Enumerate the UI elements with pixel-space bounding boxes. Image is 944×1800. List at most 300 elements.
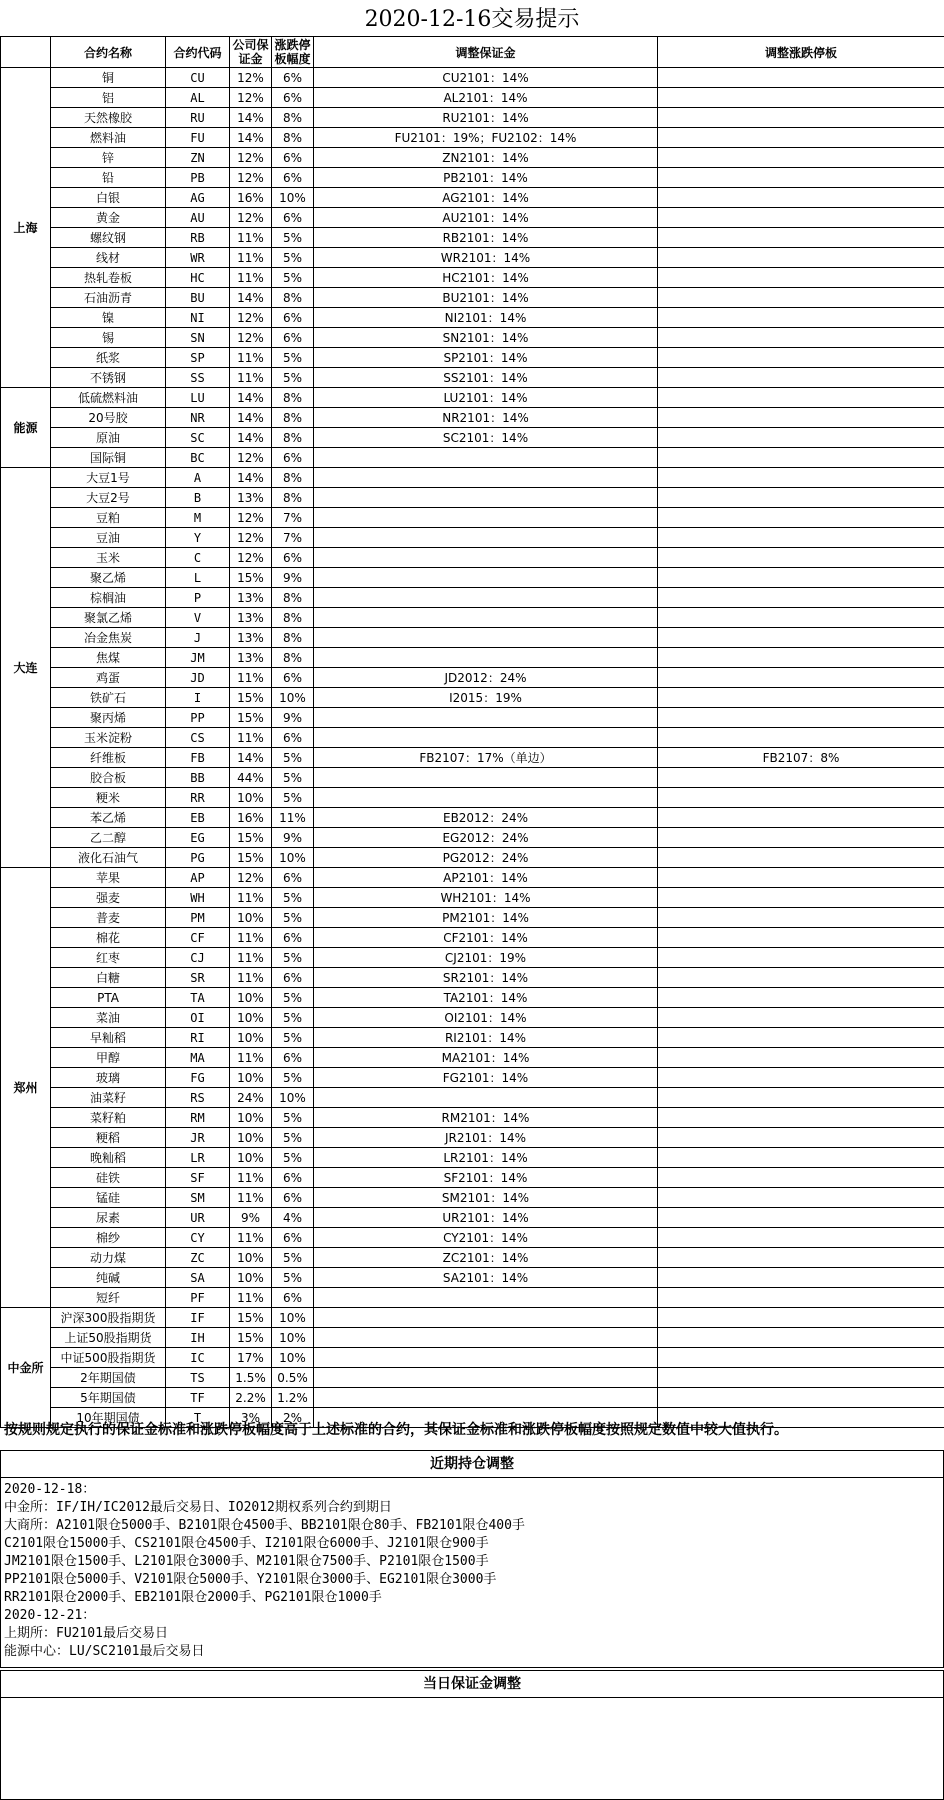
adjusted-limit-cell xyxy=(658,408,944,428)
company-margin-cell: 15% xyxy=(230,1328,272,1348)
adjusted-margin-cell: EB2012：24% xyxy=(314,808,658,828)
adjusted-limit-cell xyxy=(658,1108,944,1128)
adjusted-margin-cell: SF2101：14% xyxy=(314,1168,658,1188)
table-row xyxy=(1,368,944,388)
adjusted-limit-cell xyxy=(658,1028,944,1048)
table-row xyxy=(1,1108,944,1128)
adjusted-margin-cell: I2015：19% xyxy=(314,688,658,708)
table-row xyxy=(1,1248,944,1268)
limit-range-cell: 5% xyxy=(272,748,314,768)
table-row xyxy=(1,1128,944,1148)
exchange-label: 中金所 xyxy=(1,1308,51,1428)
adjusted-limit-cell xyxy=(658,528,944,548)
contract-name-cell: 锡 xyxy=(51,328,166,348)
adjusted-limit-cell xyxy=(658,248,944,268)
contract-name-cell: 沪深300股指期货 xyxy=(51,1308,166,1328)
contract-name-cell: 纯碱 xyxy=(51,1268,166,1288)
table-header-row xyxy=(1,37,944,68)
adjusted-limit-cell xyxy=(658,928,944,948)
limit-range-cell: 6% xyxy=(272,148,314,168)
contract-name-cell: 晚籼稻 xyxy=(51,1148,166,1168)
limit-range-cell: 5% xyxy=(272,248,314,268)
adjusted-margin-cell: CF2101：14% xyxy=(314,928,658,948)
table-row xyxy=(1,1328,944,1348)
contract-code-cell: AG xyxy=(166,188,230,208)
table-row xyxy=(1,268,944,288)
adjusted-margin-cell xyxy=(314,448,658,468)
company-margin-cell: 12% xyxy=(230,448,272,468)
company-margin-cell: 11% xyxy=(230,1168,272,1188)
limit-range-cell: 6% xyxy=(272,968,314,988)
contract-name-cell: 上证50股指期货 xyxy=(51,1328,166,1348)
contract-name-cell: 玉米 xyxy=(51,548,166,568)
contract-code-cell: NR xyxy=(166,408,230,428)
contract-name-cell: 聚乙烯 xyxy=(51,568,166,588)
adjusted-margin-cell: CJ2101：19% xyxy=(314,948,658,968)
contract-code-cell: RU xyxy=(166,108,230,128)
limit-range-cell: 5% xyxy=(272,1128,314,1148)
table-row xyxy=(1,648,944,668)
table-row xyxy=(1,1008,944,1028)
contract-name-cell: 液化石油气 xyxy=(51,848,166,868)
contract-name-cell: 20号胶 xyxy=(51,408,166,428)
limit-range-cell: 5% xyxy=(272,1028,314,1048)
adjusted-margin-cell: LU2101：14% xyxy=(314,388,658,408)
table-row xyxy=(1,348,944,368)
contract-name-cell: 动力煤 xyxy=(51,1248,166,1268)
table-row xyxy=(1,248,944,268)
contract-code-cell: PM xyxy=(166,908,230,928)
limit-range-cell: 0.5% xyxy=(272,1368,314,1388)
limit-range-cell: 6% xyxy=(272,868,314,888)
contract-name-cell: 苯乙烯 xyxy=(51,808,166,828)
rule-note: 按规则规定执行的保证金标准和涨跌停板幅度高于上述标准的合约，其保证金标准和涨跌停板幅度按照规定数值中较大值执行。 xyxy=(4,1422,788,1438)
contract-code-cell: LU xyxy=(166,388,230,408)
company-margin-cell: 11% xyxy=(230,248,272,268)
adjusted-limit-cell xyxy=(658,148,944,168)
limit-range-cell: 9% xyxy=(272,828,314,848)
adjusted-margin-cell: TA2101：14% xyxy=(314,988,658,1008)
table-row xyxy=(1,1268,944,1288)
adjusted-margin-cell: ZN2101：14% xyxy=(314,148,658,168)
company-margin-cell: 15% xyxy=(230,1308,272,1328)
table-row xyxy=(1,1288,944,1308)
limit-range-cell: 5% xyxy=(272,948,314,968)
contract-name-cell: PTA xyxy=(51,988,166,1008)
adjusted-limit-cell xyxy=(658,1348,944,1368)
adjusted-margin-cell: RU2101：14% xyxy=(314,108,658,128)
adjusted-margin-cell: WH2101：14% xyxy=(314,888,658,908)
adjusted-margin-cell xyxy=(314,1088,658,1108)
contract-code-cell: UR xyxy=(166,1208,230,1228)
limit-range-cell: 8% xyxy=(272,648,314,668)
table-row xyxy=(1,108,944,128)
company-margin-cell: 14% xyxy=(230,468,272,488)
company-margin-cell: 14% xyxy=(230,428,272,448)
contract-code-cell: SA xyxy=(166,1268,230,1288)
table-row xyxy=(1,168,944,188)
company-margin-cell: 12% xyxy=(230,548,272,568)
limit-range-cell: 6% xyxy=(272,168,314,188)
limit-range-cell: 4% xyxy=(272,1208,314,1228)
adjusted-limit-cell xyxy=(658,768,944,788)
adjusted-margin-cell: AL2101：14% xyxy=(314,88,658,108)
limit-range-cell: 8% xyxy=(272,108,314,128)
adjusted-limit-cell xyxy=(658,268,944,288)
limit-range-cell: 7% xyxy=(272,508,314,528)
contract-name-cell: 纤维板 xyxy=(51,748,166,768)
position-adjust-line: PP2101限仓5000手、V2101限仓5000手、Y2101限仓3000手、EG2101限仓3000手 xyxy=(4,1572,497,1587)
company-margin-cell: 12% xyxy=(230,328,272,348)
contract-name-cell: 大豆2号 xyxy=(51,488,166,508)
table-row xyxy=(1,768,944,788)
table-row xyxy=(1,388,944,408)
adjusted-limit-cell xyxy=(658,1148,944,1168)
table-row xyxy=(1,408,944,428)
position-adjust-line: C2101限仓15000手、CS2101限仓4500手、I2101限仓6000手、J2101限仓900手 xyxy=(4,1536,489,1551)
exchange-label: 大连 xyxy=(1,468,51,868)
contract-code-cell: PG xyxy=(166,848,230,868)
contract-code-cell: AP xyxy=(166,868,230,888)
contract-code-cell: A xyxy=(166,468,230,488)
contract-code-cell: SS xyxy=(166,368,230,388)
company-margin-cell: 11% xyxy=(230,888,272,908)
limit-range-cell: 6% xyxy=(272,1288,314,1308)
contract-code-cell: AU xyxy=(166,208,230,228)
contract-name-cell: 鸡蛋 xyxy=(51,668,166,688)
table-row xyxy=(1,968,944,988)
table-row xyxy=(1,88,944,108)
adjusted-margin-cell: SN2101：14% xyxy=(314,328,658,348)
header-company-margin: 公司保证金 xyxy=(230,37,272,68)
table-row xyxy=(1,308,944,328)
contract-code-cell: BB xyxy=(166,768,230,788)
adjusted-limit-cell xyxy=(658,1248,944,1268)
adjusted-limit-cell xyxy=(658,808,944,828)
limit-range-cell: 6% xyxy=(272,308,314,328)
company-margin-cell: 10% xyxy=(230,1068,272,1088)
adjusted-margin-cell xyxy=(314,588,658,608)
position-adjust-line: 2020-12-21： xyxy=(4,1608,96,1623)
limit-range-cell: 7% xyxy=(272,528,314,548)
adjusted-limit-cell xyxy=(658,128,944,148)
adjusted-limit-cell xyxy=(658,288,944,308)
adjusted-limit-cell xyxy=(658,588,944,608)
position-adjust-line: 中金所：IF/IH/IC2012最后交易日、IO2012期权系列合约到期日 xyxy=(4,1500,392,1515)
table-row xyxy=(1,928,944,948)
contract-code-cell: I xyxy=(166,688,230,708)
adjusted-margin-cell xyxy=(314,728,658,748)
position-adjust-line: 能源中心：LU/SC2101最后交易日 xyxy=(4,1644,205,1659)
adjusted-margin-cell: PB2101：14% xyxy=(314,168,658,188)
table-row xyxy=(1,448,944,468)
adjusted-limit-cell xyxy=(658,628,944,648)
limit-range-cell: 5% xyxy=(272,908,314,928)
company-margin-cell: 12% xyxy=(230,168,272,188)
contract-name-cell: 粳米 xyxy=(51,788,166,808)
adjusted-margin-cell: RB2101：14% xyxy=(314,228,658,248)
limit-range-cell: 5% xyxy=(272,888,314,908)
contract-name-cell: 红枣 xyxy=(51,948,166,968)
contract-name-cell: 锌 xyxy=(51,148,166,168)
company-margin-cell: 11% xyxy=(230,228,272,248)
company-margin-cell: 12% xyxy=(230,868,272,888)
adjusted-limit-cell xyxy=(658,208,944,228)
adjusted-limit-cell xyxy=(658,1368,944,1388)
company-margin-cell: 14% xyxy=(230,108,272,128)
limit-range-cell: 10% xyxy=(272,1088,314,1108)
company-margin-cell: 24% xyxy=(230,1088,272,1108)
company-margin-cell: 11% xyxy=(230,728,272,748)
contract-code-cell: T xyxy=(166,1408,230,1428)
company-margin-cell: 10% xyxy=(230,788,272,808)
table-row xyxy=(1,208,944,228)
company-margin-cell: 10% xyxy=(230,1148,272,1168)
table-row xyxy=(1,188,944,208)
contract-code-cell: BC xyxy=(166,448,230,468)
table-row xyxy=(1,228,944,248)
contract-name-cell: 热轧卷板 xyxy=(51,268,166,288)
company-margin-cell: 12% xyxy=(230,208,272,228)
contract-name-cell: 铝 xyxy=(51,88,166,108)
adjusted-margin-cell: JD2012：24% xyxy=(314,668,658,688)
adjusted-limit-cell xyxy=(658,348,944,368)
company-margin-cell: 11% xyxy=(230,668,272,688)
adjusted-margin-cell xyxy=(314,768,658,788)
exchange-label: 上海 xyxy=(1,68,51,388)
adjusted-margin-cell xyxy=(314,1288,658,1308)
adjusted-limit-cell xyxy=(658,1308,944,1328)
limit-range-cell: 5% xyxy=(272,1248,314,1268)
contract-name-cell: 冶金焦炭 xyxy=(51,628,166,648)
position-adjust-body xyxy=(1,1478,943,1664)
adjusted-limit-cell xyxy=(658,848,944,868)
contract-name-cell: 国际铜 xyxy=(51,448,166,468)
adjusted-limit-cell xyxy=(658,508,944,528)
table-row xyxy=(1,908,944,928)
contract-name-cell: 白银 xyxy=(51,188,166,208)
adjusted-margin-cell: AP2101：14% xyxy=(314,868,658,888)
limit-range-cell: 8% xyxy=(272,608,314,628)
table-row xyxy=(1,668,944,688)
contract-name-cell: 不锈钢 xyxy=(51,368,166,388)
header-contract-code: 合约代码 xyxy=(166,37,230,68)
adjusted-limit-cell xyxy=(658,468,944,488)
company-margin-cell: 13% xyxy=(230,608,272,628)
adjusted-margin-cell: WR2101：14% xyxy=(314,248,658,268)
contract-code-cell: IF xyxy=(166,1308,230,1328)
adjusted-margin-cell: FG2101：14% xyxy=(314,1068,658,1088)
table-row xyxy=(1,1028,944,1048)
company-margin-cell: 9% xyxy=(230,1208,272,1228)
company-margin-cell: 12% xyxy=(230,68,272,88)
company-margin-cell: 10% xyxy=(230,1108,272,1128)
contract-code-cell: RI xyxy=(166,1028,230,1048)
adjusted-margin-cell: UR2101：14% xyxy=(314,1208,658,1228)
contract-name-cell: 玻璃 xyxy=(51,1068,166,1088)
contract-code-cell: C xyxy=(166,548,230,568)
contract-name-cell: 10年期国债 xyxy=(51,1408,166,1428)
contract-name-cell: 早籼稻 xyxy=(51,1028,166,1048)
table-row xyxy=(1,948,944,968)
contract-code-cell: WH xyxy=(166,888,230,908)
adjusted-limit-cell xyxy=(658,1068,944,1088)
adjusted-margin-cell: PG2012：24% xyxy=(314,848,658,868)
limit-range-cell: 5% xyxy=(272,348,314,368)
page-title: 2020-12-16交易提示 xyxy=(364,7,580,32)
header-adjusted-limit: 调整涨跌停板 xyxy=(658,37,944,68)
limit-range-cell: 8% xyxy=(272,388,314,408)
contract-name-cell: 玉米淀粉 xyxy=(51,728,166,748)
adjusted-margin-cell: CY2101：14% xyxy=(314,1228,658,1248)
limit-range-cell: 9% xyxy=(272,568,314,588)
adjusted-limit-cell xyxy=(658,1268,944,1288)
adjusted-limit-cell xyxy=(658,788,944,808)
margin-table xyxy=(0,36,944,1428)
adjusted-margin-cell xyxy=(314,628,658,648)
adjusted-limit-cell xyxy=(658,1048,944,1068)
table-row xyxy=(1,888,944,908)
company-margin-cell: 13% xyxy=(230,648,272,668)
table-row xyxy=(1,548,944,568)
contract-name-cell: 尿素 xyxy=(51,1208,166,1228)
company-margin-cell: 10% xyxy=(230,1268,272,1288)
contract-name-cell: 2年期国债 xyxy=(51,1368,166,1388)
contract-code-cell: JR xyxy=(166,1128,230,1148)
header-limit-range: 涨跌停板幅度 xyxy=(272,37,314,68)
adjusted-margin-cell xyxy=(314,528,658,548)
adjusted-limit-cell xyxy=(658,308,944,328)
adjusted-limit-cell xyxy=(658,668,944,688)
adjusted-margin-cell xyxy=(314,568,658,588)
table-row xyxy=(1,568,944,588)
company-margin-cell: 11% xyxy=(230,948,272,968)
table-row xyxy=(1,1348,944,1368)
limit-range-cell: 8% xyxy=(272,408,314,428)
limit-range-cell: 6% xyxy=(272,1188,314,1208)
limit-range-cell: 5% xyxy=(272,788,314,808)
contract-name-cell: 菜油 xyxy=(51,1008,166,1028)
adjusted-limit-cell xyxy=(658,1328,944,1348)
contract-name-cell: 油菜籽 xyxy=(51,1088,166,1108)
limit-range-cell: 10% xyxy=(272,688,314,708)
adjusted-margin-cell xyxy=(314,608,658,628)
contract-name-cell: 甲醇 xyxy=(51,1048,166,1068)
limit-range-cell: 6% xyxy=(272,208,314,228)
adjusted-margin-cell: NI2101：14% xyxy=(314,308,658,328)
exchange-label: 能源 xyxy=(1,388,51,468)
contract-code-cell: CU xyxy=(166,68,230,88)
contract-code-cell: PP xyxy=(166,708,230,728)
table-row xyxy=(1,748,944,768)
adjusted-margin-cell: LR2101：14% xyxy=(314,1148,658,1168)
table-row xyxy=(1,828,944,848)
table-row xyxy=(1,1068,944,1088)
adjusted-limit-cell xyxy=(658,568,944,588)
limit-range-cell: 8% xyxy=(272,428,314,448)
margin-adjust-body xyxy=(1,1698,943,1704)
table-row xyxy=(1,1308,944,1328)
contract-code-cell: Y xyxy=(166,528,230,548)
adjusted-limit-cell xyxy=(658,648,944,668)
company-margin-cell: 11% xyxy=(230,1228,272,1248)
adjusted-margin-cell: CU2101：14% xyxy=(314,68,658,88)
table-row xyxy=(1,588,944,608)
company-margin-cell: 10% xyxy=(230,908,272,928)
adjusted-margin-cell: FB2107：17%（单边） xyxy=(314,748,658,768)
company-margin-cell: 10% xyxy=(230,1248,272,1268)
contract-name-cell: 白糖 xyxy=(51,968,166,988)
contract-name-cell: 原油 xyxy=(51,428,166,448)
company-margin-cell: 11% xyxy=(230,368,272,388)
limit-range-cell: 6% xyxy=(272,668,314,688)
limit-range-cell: 6% xyxy=(272,68,314,88)
contract-name-cell: 铁矿石 xyxy=(51,688,166,708)
position-adjust-title: 近期持仓调整 xyxy=(1,1451,943,1478)
limit-range-cell: 5% xyxy=(272,988,314,1008)
header-contract-name: 合约名称 xyxy=(51,37,166,68)
position-adjust-line: JM2101限仓1500手、L2101限仓3000手、M2101限仓7500手、P2101限仓1500手 xyxy=(4,1554,489,1569)
adjusted-limit-cell xyxy=(658,68,944,88)
adjusted-margin-cell: BU2101：14% xyxy=(314,288,658,308)
adjusted-limit-cell xyxy=(658,88,944,108)
contract-code-cell: FU xyxy=(166,128,230,148)
adjusted-limit-cell xyxy=(658,1168,944,1188)
adjusted-margin-cell xyxy=(314,468,658,488)
limit-range-cell: 5% xyxy=(272,1008,314,1028)
contract-code-cell: SN xyxy=(166,328,230,348)
adjusted-margin-cell: AG2101：14% xyxy=(314,188,658,208)
company-margin-cell: 12% xyxy=(230,308,272,328)
contract-name-cell: 镍 xyxy=(51,308,166,328)
adjusted-margin-cell: AU2101：14% xyxy=(314,208,658,228)
contract-code-cell: AL xyxy=(166,88,230,108)
adjusted-limit-cell xyxy=(658,1088,944,1108)
limit-range-cell: 6% xyxy=(272,728,314,748)
exchange-label: 郑州 xyxy=(1,868,51,1308)
contract-code-cell: BU xyxy=(166,288,230,308)
contract-name-cell: 纸浆 xyxy=(51,348,166,368)
company-margin-cell: 2.2% xyxy=(230,1388,272,1408)
adjusted-limit-cell xyxy=(658,368,944,388)
adjusted-margin-cell: JR2101：14% xyxy=(314,1128,658,1148)
adjusted-limit-cell xyxy=(658,948,944,968)
position-adjust-line: 2020-12-18： xyxy=(4,1482,96,1497)
table-row xyxy=(1,628,944,648)
table-row xyxy=(1,468,944,488)
table-row xyxy=(1,328,944,348)
adjusted-limit-cell xyxy=(658,608,944,628)
contract-code-cell: SR xyxy=(166,968,230,988)
adjusted-margin-cell: SR2101：14% xyxy=(314,968,658,988)
adjusted-margin-cell: SS2101：14% xyxy=(314,368,658,388)
adjusted-margin-cell: PM2101：14% xyxy=(314,908,658,928)
contract-code-cell: TS xyxy=(166,1368,230,1388)
adjusted-limit-cell xyxy=(658,328,944,348)
position-adjust-section xyxy=(0,1450,944,1668)
company-margin-cell: 11% xyxy=(230,348,272,368)
table-row xyxy=(1,488,944,508)
adjusted-margin-cell: SM2101：14% xyxy=(314,1188,658,1208)
limit-range-cell: 10% xyxy=(272,1348,314,1368)
contract-code-cell: V xyxy=(166,608,230,628)
contract-name-cell: 棕榈油 xyxy=(51,588,166,608)
contract-name-cell: 天然橡胶 xyxy=(51,108,166,128)
limit-range-cell: 6% xyxy=(272,448,314,468)
contract-name-cell: 螺纹钢 xyxy=(51,228,166,248)
table-row xyxy=(1,288,944,308)
contract-code-cell: SC xyxy=(166,428,230,448)
